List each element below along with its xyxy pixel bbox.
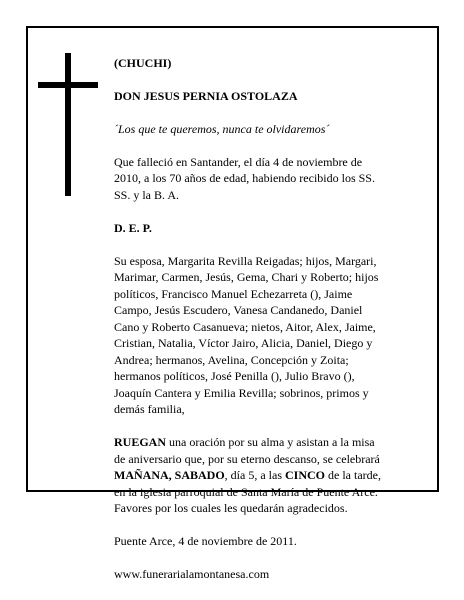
request-text-1: una oración por su alma y asistan a la misa de aniversario que, por su eterno descanso, se celebrará — [114, 435, 380, 466]
deceased-name: DON JESUS PERNIA OSTOLAZA — [114, 88, 298, 103]
request-paragraph — [114, 434, 430, 517]
family-list: Su esposa, Margarita Revilla Reigadas; hijos, Margari, Marimar, Carmen, Jesús, Gema, Chari y Roberto; hijos políticos, Francisco Manuel Echezarreta (), Jaime Campo, Jesús Escudero, Vanesa Candanedo, Daniel Cano y Roberto Casanueva; nietos, Aitor, Alex, Jaime, Cristian, Natalia, Víctor Jairo, Alicia, Daniel, Diego y Andrea; hermanos, Avelina, Concepción y Zoita; hermanos políticos, José Penilla (), Julio Bravo (), Joaquín Cantera y Emilia Revilla; sobrinos, primos y demás familia, — [114, 253, 379, 416]
mass-day: MAÑANA, SABADO — [114, 468, 225, 482]
motto: ´Los que te queremos, nunca te olvidaremos´ — [114, 121, 330, 136]
obituary-text — [114, 38, 430, 599]
request-text-2: , día 5, a las — [224, 468, 285, 482]
mass-hour: CINCO — [285, 468, 326, 482]
cross-icon-bar — [38, 82, 98, 88]
cross-icon — [65, 53, 71, 196]
website-link[interactable]: www.funerarialamontanesa.com — [114, 567, 270, 581]
death-notice: Que falleció en Santander, el día 4 de noviembre de 2010, a los 70 años de edad, habiendo recibido los SS. SS. y la B. A. — [114, 154, 375, 202]
place-date: Puente Arce, 4 de noviembre de 2011. — [114, 534, 297, 548]
ruegan: RUEGAN — [114, 435, 167, 449]
request-text-3: de la tarde, en la iglesia parroquial de Santa María de Puente Arce. Favores por los cuales les quedarán agradecidos. — [114, 468, 381, 515]
rip: D. E. P. — [114, 220, 152, 235]
nickname: (CHUCHI) — [114, 55, 172, 70]
